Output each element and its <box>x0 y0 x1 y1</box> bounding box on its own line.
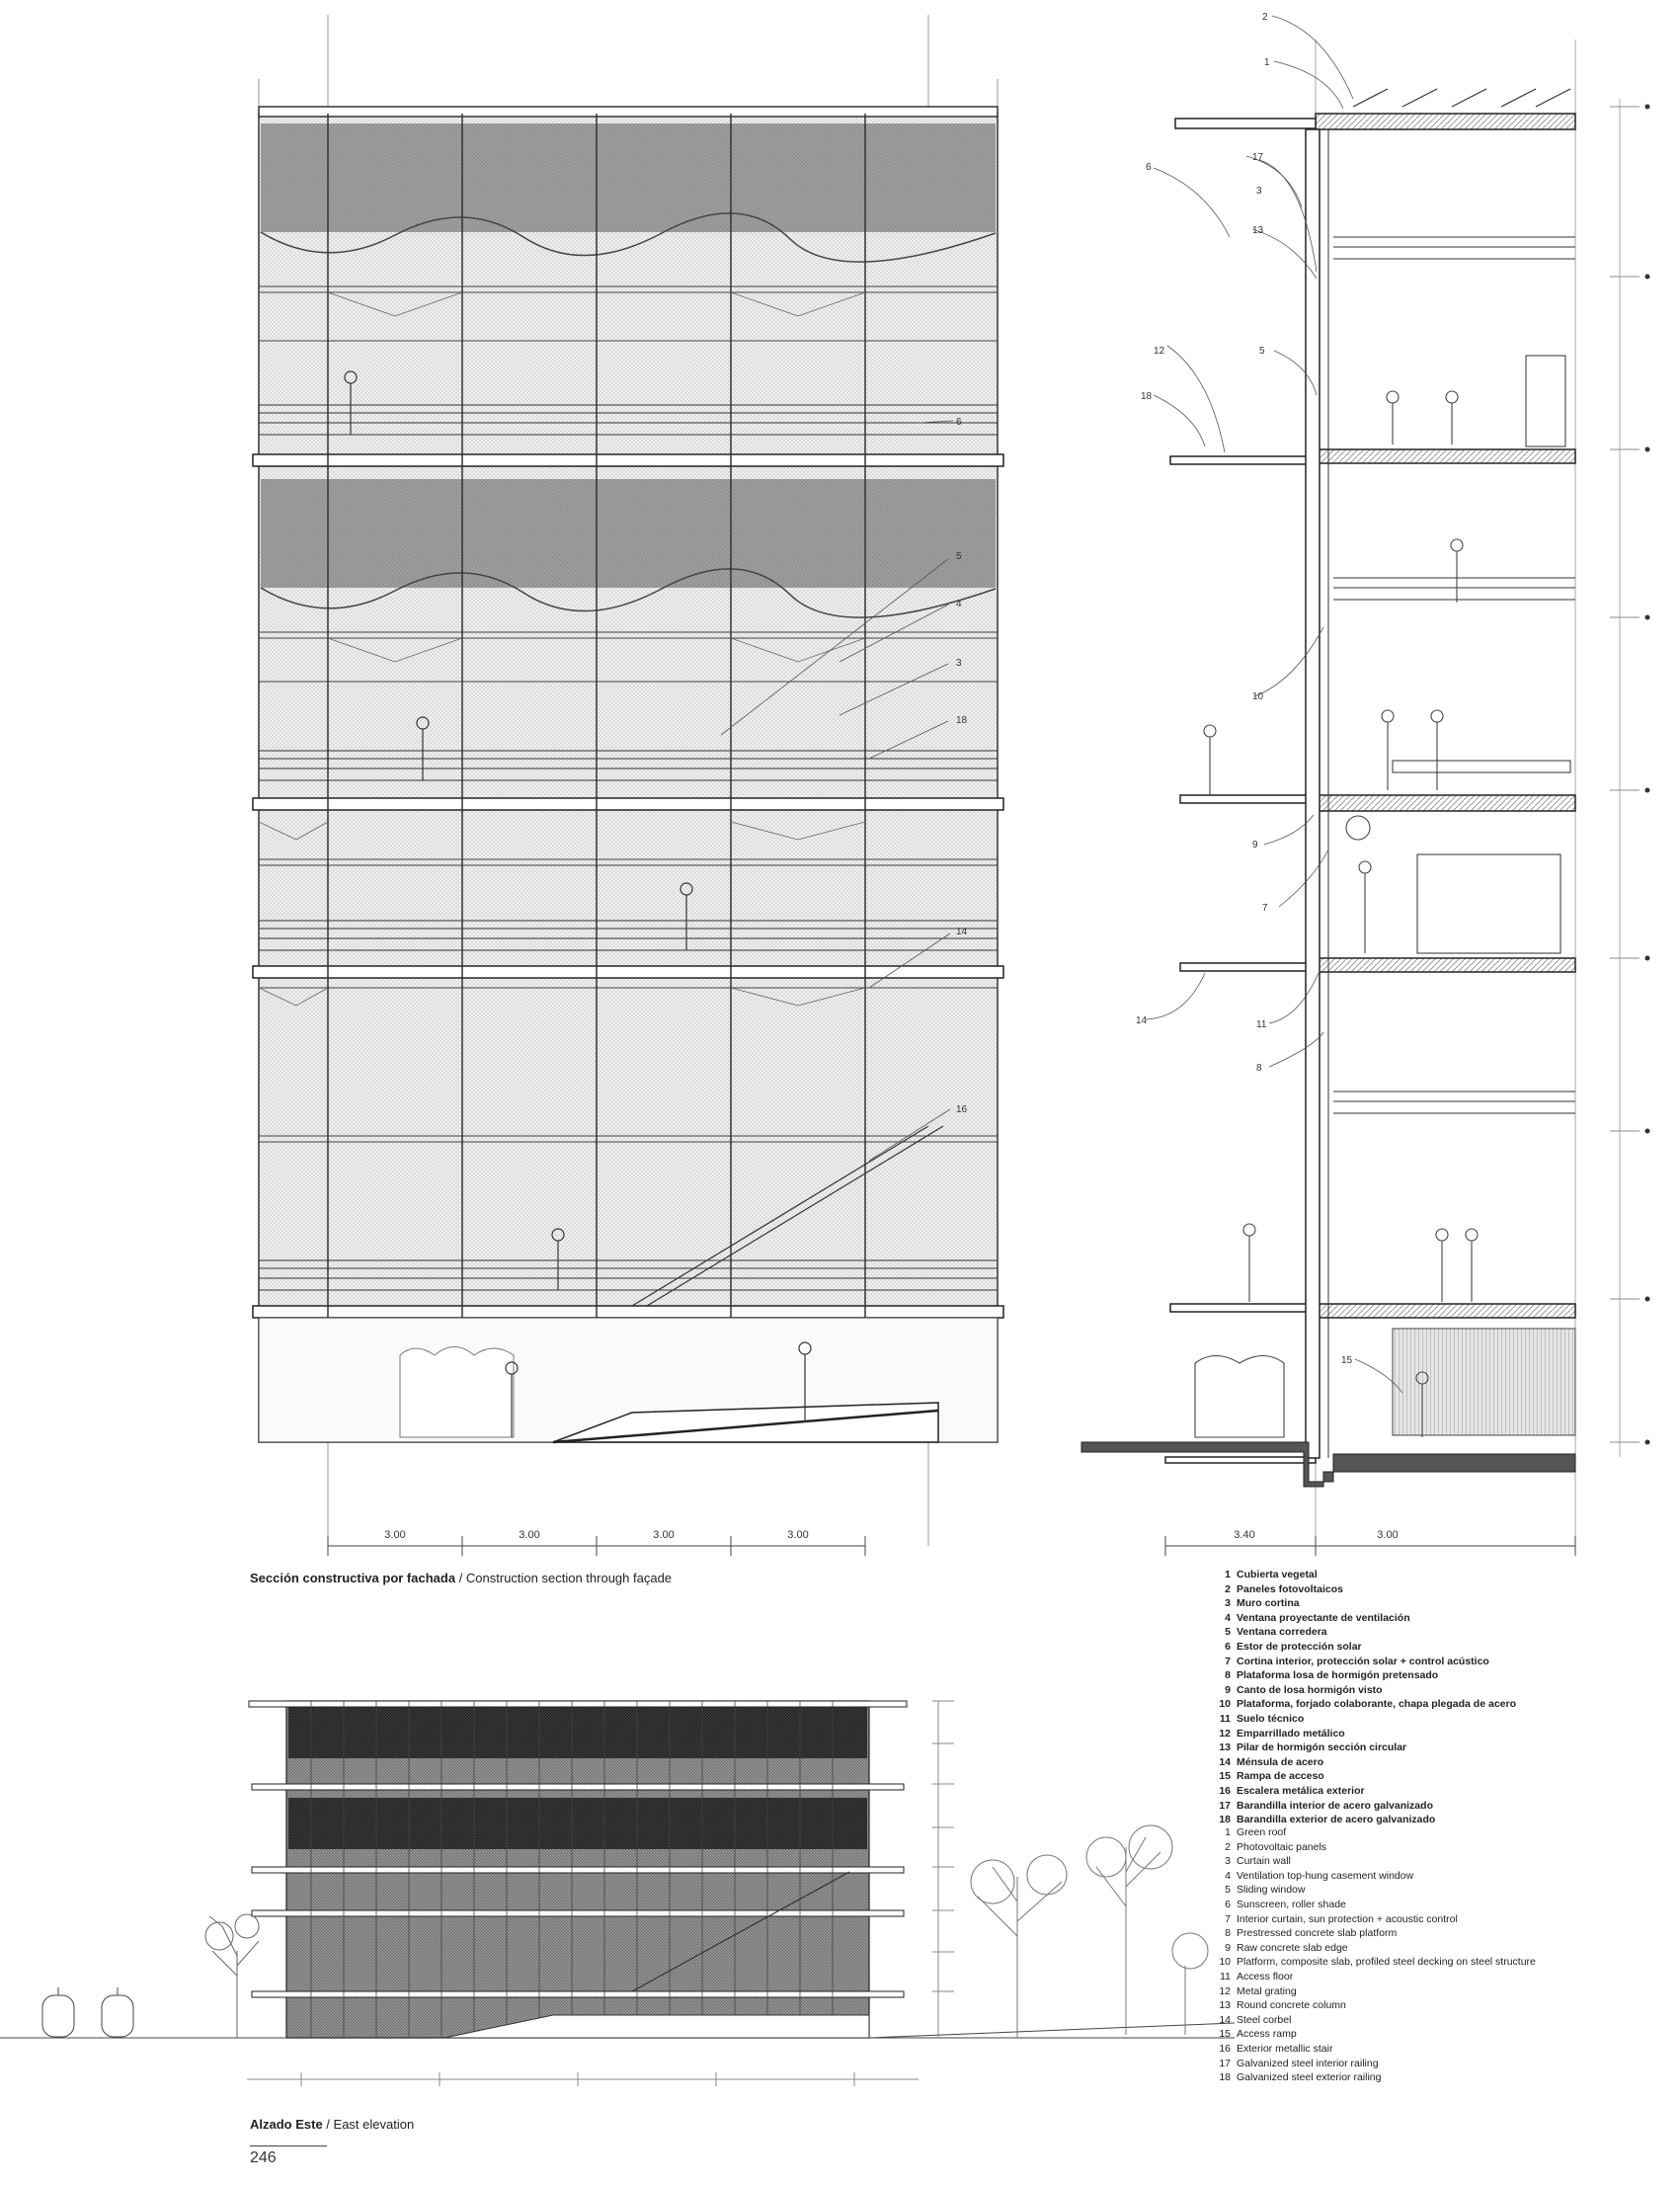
section-callout-10: 10 <box>1252 691 1264 702</box>
legend-item-number: 8 <box>1225 1669 1231 1682</box>
legend-item <box>1213 1998 1536 2013</box>
section-callout-17: 17 <box>1252 152 1264 163</box>
facade-dimension-label: 3.00 <box>787 1529 809 1541</box>
legend-item <box>1213 1955 1536 1970</box>
legend-item-text: Interior curtain, sun protection + acoustic control <box>1237 1912 1458 1925</box>
legend-item <box>1213 1869 1536 1884</box>
legend-item <box>1213 1898 1536 1912</box>
legend-item-number: 14 <box>1219 2013 1231 2026</box>
legend-item-number: 2 <box>1225 1840 1231 1853</box>
section-callout-8: 8 <box>1256 1063 1262 1074</box>
elevation-caption <box>250 2117 414 2132</box>
legend-item-text: Cubierta vegetal <box>1237 1569 1318 1580</box>
facade-callout-4: 4 <box>956 599 962 609</box>
legend-item-text: Ventana corredera <box>1237 1626 1327 1639</box>
section-callout-13: 13 <box>1252 225 1264 236</box>
facade-callout-5: 5 <box>956 551 962 562</box>
legend-item-number: 8 <box>1225 1927 1231 1940</box>
legend-item <box>1213 1970 1536 1984</box>
section-callout-3: 3 <box>1256 186 1262 197</box>
legend-item-number: 4 <box>1225 1611 1231 1624</box>
legend-item-text: Canto de losa hormigón visto <box>1237 1683 1383 1696</box>
legend-item-text: Ventana proyectante de ventilación <box>1237 1611 1410 1624</box>
legend-item-text: Ménsula de acero <box>1237 1755 1324 1768</box>
section-caption-es: Sección constructiva por fachada <box>250 1571 456 1585</box>
facade-dimension-label: 3.00 <box>519 1529 540 1541</box>
legend-item-text: Exterior metallic stair <box>1237 2042 1333 2055</box>
legend-item-number: 10 <box>1219 1956 1231 1969</box>
trees-right <box>971 1825 1208 2038</box>
legend-item-text: Barandilla interior de acero galvanizado <box>1237 1799 1433 1812</box>
facade-callout-3: 3 <box>956 658 962 669</box>
legend-item <box>1213 1854 1536 1869</box>
facade-callout-18: 18 <box>956 715 968 726</box>
legend-item-number: 16 <box>1219 1784 1231 1797</box>
legend-item-text: Round concrete column <box>1237 1999 1346 2012</box>
section-callout-14: 14 <box>1136 1015 1148 1026</box>
legend-item <box>1213 1926 1536 1941</box>
legend-item-text: Access ramp <box>1237 2028 1297 2041</box>
legend-item-number: 7 <box>1225 1912 1231 1925</box>
legend-item-text: Curtain wall <box>1237 1855 1291 1868</box>
section-caption <box>250 1571 672 1585</box>
section-callout-11: 11 <box>1256 1019 1267 1030</box>
legend-item <box>1213 1784 1516 1799</box>
facade-callout-16: 16 <box>956 1104 968 1115</box>
legend-item-text: Galvanized steel interior railing <box>1237 2057 1379 2069</box>
legend-item <box>1213 1740 1516 1755</box>
legend-item-number: 2 <box>1225 1582 1231 1595</box>
legend-item-number: 10 <box>1219 1698 1231 1711</box>
facade-dimension-label: 3.00 <box>384 1529 406 1541</box>
legend-item-text: Platform, composite slab, profiled steel decking on steel structure <box>1237 1956 1536 1969</box>
legend-item-text: Emparrillado metálico <box>1237 1727 1345 1740</box>
legend-item <box>1213 1727 1516 1741</box>
section-callout-12: 12 <box>1154 346 1165 357</box>
car-icons <box>42 1987 133 2037</box>
legend-item <box>1213 2057 1536 2071</box>
legend-item-number: 16 <box>1219 2042 1231 2055</box>
page-number-rule <box>250 2145 327 2146</box>
legend-item-text: Sliding window <box>1237 1884 1306 1897</box>
legend-spanish <box>1213 1568 1516 1827</box>
legend-item-number: 6 <box>1225 1898 1231 1910</box>
section-dimension-label: 3.00 <box>1377 1529 1399 1541</box>
legend-item-number: 9 <box>1225 1941 1231 1954</box>
legend-item-text: Metal grating <box>1237 1984 1297 1997</box>
legend-item <box>1213 1941 1536 1956</box>
section-callout-15: 15 <box>1341 1355 1353 1366</box>
elevation-grid-axis <box>247 2072 919 2086</box>
legend-item-number: 5 <box>1225 1884 1231 1897</box>
legend-item-text: Access floor <box>1237 1970 1294 1983</box>
section-callout-2: 2 <box>1262 12 1268 23</box>
legend-item <box>1213 1799 1516 1814</box>
legend-item <box>1213 1596 1516 1611</box>
facade-callout-6: 6 <box>956 417 962 428</box>
legend-item-text: Rampa de acceso <box>1237 1770 1324 1783</box>
elevation-caption-es: Alzado Este <box>250 2117 323 2132</box>
legend-item <box>1213 1984 1536 1999</box>
legend-item-text: Paneles fotovoltaicos <box>1237 1582 1343 1595</box>
legend-item <box>1213 2042 1536 2057</box>
legend-item <box>1213 1697 1516 1712</box>
legend-item-number: 17 <box>1219 1799 1231 1812</box>
tree-left <box>205 1914 259 2038</box>
legend-item-text: Escalera metálica exterior <box>1237 1784 1365 1797</box>
legend-item-text: Plataforma losa de hormigón pretensado <box>1237 1669 1439 1682</box>
legend-item-number: 11 <box>1220 1970 1231 1983</box>
facade-dimension-label: 3.00 <box>653 1529 675 1541</box>
legend-item-number: 15 <box>1219 2028 1231 2041</box>
section-callout-7: 7 <box>1262 903 1268 914</box>
legend-item-text: Pilar de hormigón sección circular <box>1237 1741 1407 1754</box>
section-callout-9: 9 <box>1252 840 1258 850</box>
legend-item <box>1213 1840 1536 1855</box>
legend-item <box>1213 1769 1516 1784</box>
legend-item <box>1213 1668 1516 1683</box>
legend-item-number: 17 <box>1219 2057 1231 2069</box>
legend-item <box>1213 1640 1516 1655</box>
legend-item <box>1213 1712 1516 1727</box>
legend-item <box>1213 1683 1516 1698</box>
legend-item-number: 18 <box>1219 2071 1231 2084</box>
section-callout-1: 1 <box>1264 57 1270 68</box>
legend-item <box>1213 1655 1516 1669</box>
legend-item-text: Ventilation top-hung casement window <box>1237 1869 1414 1882</box>
section-callout-5: 5 <box>1259 346 1265 357</box>
legend-item-text: Estor de protección solar <box>1237 1640 1362 1653</box>
legend-item-number: 9 <box>1225 1683 1231 1696</box>
legend-item-text: Raw concrete slab edge <box>1237 1941 1348 1954</box>
legend-item <box>1213 1611 1516 1626</box>
legend-item <box>1213 2013 1536 2028</box>
legend-item <box>1213 1883 1536 1898</box>
legend-item-number: 11 <box>1219 1712 1231 1725</box>
section-caption-en: / Construction section through façade <box>455 1571 673 1585</box>
facade-callout-14: 14 <box>956 927 968 937</box>
legend-item-number: 5 <box>1225 1626 1231 1639</box>
legend-item-text: Suelo técnico <box>1237 1712 1305 1725</box>
legend-item <box>1213 1568 1516 1582</box>
legend-item-text: Prestressed concrete slab platform <box>1237 1927 1398 1940</box>
legend-item-number: 1 <box>1225 1569 1231 1580</box>
section-callout-6: 6 <box>1146 162 1152 173</box>
legend-item-number: 3 <box>1225 1597 1231 1610</box>
legend-item-text: Green roof <box>1237 1826 1287 1838</box>
legend-item-number: 12 <box>1219 1984 1231 1997</box>
legend-item <box>1213 1912 1536 1927</box>
legend-item-number: 1 <box>1225 1826 1231 1838</box>
section-callout-18: 18 <box>1141 391 1153 402</box>
legend-item-number: 12 <box>1219 1727 1231 1740</box>
legend-item <box>1213 1755 1516 1770</box>
legend-item <box>1213 1825 1536 1840</box>
legend-item-text: Cortina interior, protección solar + control acústico <box>1237 1655 1489 1667</box>
legend-item-text: Steel corbel <box>1237 2013 1292 2026</box>
legend-item-text: Galvanized steel exterior railing <box>1237 2071 1382 2084</box>
legend-item-text: Plataforma, forjado colaborante, chapa plegada de acero <box>1237 1698 1516 1711</box>
legend-item-number: 13 <box>1219 1741 1231 1754</box>
legend-item-number: 7 <box>1225 1655 1231 1667</box>
legend-item-number: 13 <box>1219 1999 1231 2012</box>
legend-item-text: Sunscreen, roller shade <box>1237 1898 1346 1910</box>
legend-item <box>1213 1582 1516 1597</box>
legend-item-number: 6 <box>1225 1640 1231 1653</box>
legend-item-text: Barandilla exterior de acero galvanizado <box>1237 1814 1436 1826</box>
elevation-caption-en: / East elevation <box>322 2117 415 2132</box>
legend-item <box>1213 2070 1536 2085</box>
legend-english <box>1213 1825 1536 2085</box>
section-dimension-label: 3.40 <box>1234 1529 1255 1541</box>
legend-item-number: 4 <box>1225 1869 1231 1882</box>
legend-item-number: 14 <box>1219 1755 1231 1768</box>
legend-item-number: 15 <box>1219 1770 1231 1783</box>
legend-item-number: 3 <box>1225 1855 1231 1868</box>
page-number: 246 <box>250 2149 277 2166</box>
legend-item-text: Muro cortina <box>1237 1597 1300 1610</box>
legend-item <box>1213 2027 1536 2042</box>
legend-item-text: Photovoltaic panels <box>1237 1840 1327 1853</box>
legend-item <box>1213 1625 1516 1640</box>
legend-item-number: 18 <box>1219 1814 1231 1826</box>
